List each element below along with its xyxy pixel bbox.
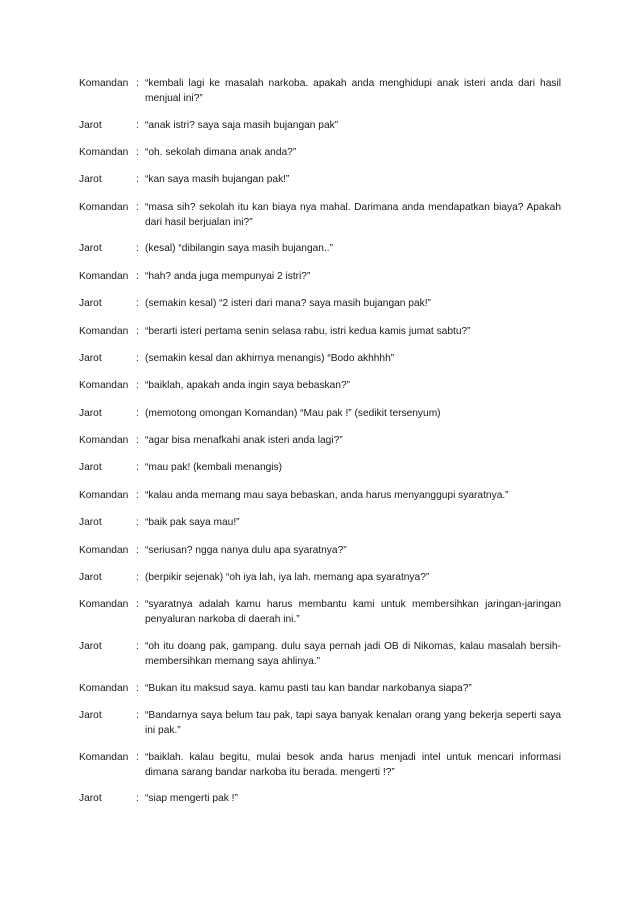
speaker-separator: :	[136, 435, 139, 447]
dialogue-text: “oh. sekolah dimana anak anda?”	[145, 146, 297, 158]
dialogue-line	[79, 488, 561, 503]
speaker-name: Komandan	[79, 599, 129, 611]
dialogue-text: “oh itu doang pak, gampang. dulu saya pernah jadi OB di Nikomas, kalau masalah bersih-membersihkan memang saya ahlinya.”	[145, 641, 561, 668]
dialogue-text: (memotong omongan Komandan) “Mau pak !” (sedikit tersenyum)	[145, 407, 441, 419]
dialogue-text: “baik pak saya mau!”	[145, 517, 240, 529]
dialogue-line	[79, 351, 561, 366]
dialogue-line	[79, 460, 561, 475]
speaker-name: Komandan	[79, 146, 129, 158]
dialogue-text: “baiklah. kalau begitu, mulai besok anda harus menjadi intel untuk mencari informasi dimana sarang bandar narkoba itu berada. mengerti !?”	[145, 751, 561, 778]
dialogue-text: “anak istri? saya saja masih bujangan pak”	[145, 119, 339, 131]
speaker-name: Komandan	[79, 380, 129, 392]
speaker-separator: :	[136, 544, 139, 556]
dialogue-text: “siap mengerti pak !”	[145, 793, 238, 805]
dialogue-line	[79, 543, 561, 558]
speaker-separator: :	[136, 641, 139, 653]
dialogue-text: (semakin kesal dan akhirnya menangis) “Bodo akhhhh”	[145, 352, 395, 364]
dialogue-line	[79, 597, 561, 627]
speaker-name: Jarot	[79, 793, 102, 805]
speaker-separator: :	[136, 462, 139, 474]
dialogue-text: (semakin kesal) “2 isteri dari mana? saya masih bujangan pak!”	[145, 298, 431, 310]
dialogue-line	[79, 269, 561, 284]
dialogue-text: (kesal) “dibilangin saya masih bujangan..”	[145, 243, 334, 255]
speaker-name: Komandan	[79, 325, 129, 337]
dialogue-text: “agar bisa menafkahi anak isteri anda lagi?”	[145, 435, 343, 447]
dialogue-line	[79, 406, 561, 421]
speaker-separator: :	[136, 78, 139, 89]
dialogue-text: “kalau anda memang mau saya bebaskan, anda harus menyanggupi syaratnya.”	[145, 489, 509, 501]
speaker-separator: :	[136, 174, 139, 186]
dialogue-line	[79, 200, 561, 230]
speaker-name: Komandan	[79, 435, 129, 447]
speaker-name: Komandan	[79, 270, 129, 282]
speaker-name: Jarot	[79, 298, 102, 310]
dialogue-line	[79, 433, 561, 448]
dialogue-line	[79, 378, 561, 393]
dialogue-line	[79, 791, 561, 806]
speaker-separator: :	[136, 710, 139, 722]
speaker-separator: :	[136, 572, 139, 584]
speaker-name: Jarot	[79, 641, 102, 653]
dialogue-text: “Bukan itu maksud saya. kamu pasti tau kan bandar narkobanya siapa?”	[145, 682, 472, 694]
dialogue-line	[79, 172, 561, 187]
speaker-separator: :	[136, 243, 139, 255]
speaker-separator: :	[136, 793, 139, 805]
dialogue-line	[79, 681, 561, 696]
speaker-separator: :	[136, 407, 139, 419]
speaker-name: Jarot	[79, 352, 102, 364]
speaker-name: Komandan	[79, 682, 129, 694]
speaker-name: Jarot	[79, 462, 102, 474]
dialogue-text: “seriusan? ngga nanya dulu apa syaratnya?”	[145, 544, 347, 556]
dialogue-line	[79, 145, 561, 160]
speaker-separator: :	[136, 751, 139, 763]
speaker-separator: :	[136, 517, 139, 529]
dialogue-line	[79, 324, 561, 339]
dialogue-text: “berarti isteri pertama senin selasa rabu, istri kedua kamis jumat sabtu?”	[145, 325, 471, 337]
speaker-name: Jarot	[79, 517, 102, 529]
speaker-name: Jarot	[79, 710, 102, 722]
speaker-name: Jarot	[79, 243, 102, 255]
speaker-separator: :	[136, 119, 139, 131]
speaker-separator: :	[136, 270, 139, 282]
speaker-name: Jarot	[79, 119, 102, 131]
dialogue-line	[79, 118, 561, 133]
speaker-separator: :	[136, 489, 139, 501]
dialogue-text: “syaratnya adalah kamu harus membantu kami untuk membersihkan jaringan-jaringan penyaluran narkoba di daerah ini.”	[145, 599, 561, 626]
speaker-name: Komandan	[79, 544, 129, 556]
speaker-name: Komandan	[79, 489, 129, 501]
speaker-name: Komandan	[79, 78, 129, 89]
dialogue-line	[79, 708, 561, 738]
speaker-separator: :	[136, 201, 139, 213]
dialogue-text: “baiklah, apakah anda ingin saya bebaskan?”	[145, 380, 351, 392]
speaker-separator: :	[136, 298, 139, 310]
speaker-separator: :	[136, 325, 139, 337]
dialogue-line	[79, 750, 561, 780]
dialogue-text: “kembali lagi ke masalah narkoba. apakah anda menghidupi anak isteri anda dari hasil menjual ini?”	[145, 78, 561, 104]
speaker-separator: :	[136, 599, 139, 611]
dialogue-line	[79, 241, 561, 256]
dialogue-line	[79, 76, 561, 106]
dialogue-line	[79, 515, 561, 530]
dialogue-text: “masa sih? sekolah itu kan biaya nya mahal. Darimana anda mendapatkan biaya? Apakah dari hasil berjualan ini?”	[145, 201, 561, 228]
speaker-separator: :	[136, 352, 139, 364]
speaker-name: Komandan	[79, 751, 129, 763]
speaker-name: Jarot	[79, 572, 102, 584]
speaker-separator: :	[136, 682, 139, 694]
dialogue-text: “kan saya masih bujangan pak!”	[145, 174, 290, 186]
speaker-name: Jarot	[79, 174, 102, 186]
dialogue-list	[79, 76, 561, 819]
dialogue-line	[79, 639, 561, 669]
dialogue-line	[79, 296, 561, 311]
speaker-name: Komandan	[79, 201, 129, 213]
dialogue-text: (berpikir sejenak) “oh iya lah, iya lah. memang apa syaratnya?”	[145, 572, 430, 584]
dialogue-text: “hah? anda juga mempunyai 2 istri?”	[145, 270, 311, 282]
speaker-separator: :	[136, 146, 139, 158]
speaker-name: Jarot	[79, 407, 102, 419]
dialogue-text: “mau pak! (kembali menangis)	[145, 462, 283, 474]
dialogue-line	[79, 570, 561, 585]
speaker-separator: :	[136, 380, 139, 392]
dialogue-text: “Bandarnya saya belum tau pak, tapi saya banyak kenalan orang yang bekerja seperti saya ini pak.”	[145, 710, 561, 737]
